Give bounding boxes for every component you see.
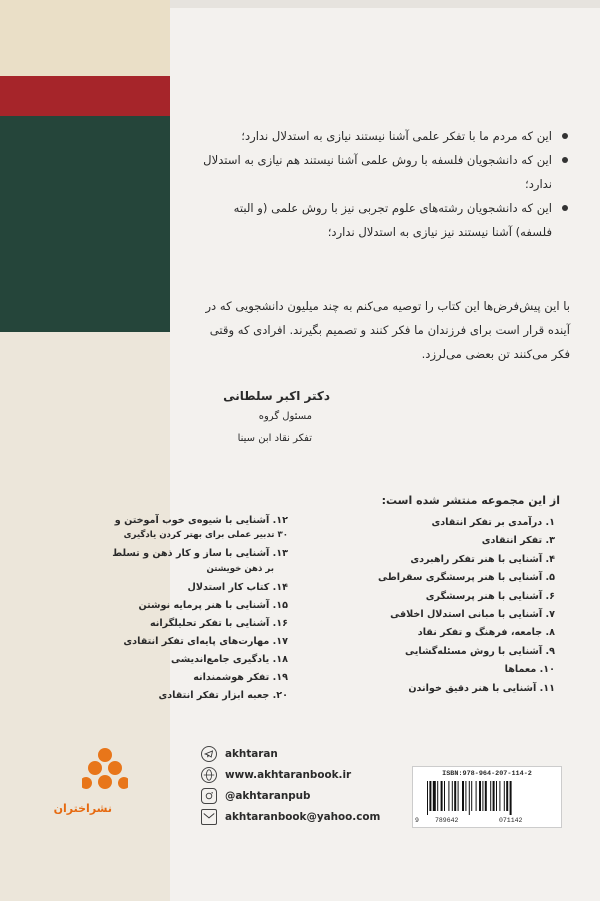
barcode-digits-left: 789642 [435,817,459,824]
telegram-icon [201,746,217,762]
series-item: ۷. آشنایی با مبانی استدلال اخلاقی [390,609,555,621]
cover-red-band [0,76,170,116]
series-item: ۱۸. یادگیری جامع‌اندیشی [171,654,288,666]
author-org: تفکر نقاد ابن سینا [237,433,312,444]
bullet-dot [562,157,568,163]
top-edge-strip [170,0,600,8]
series-item: ۱۹. تفکر هوشمندانه [193,672,288,684]
series-item: ۴. آشنایی با هنر تفکر راهبردی [410,553,555,565]
series-item: ۸. جامعه، فرهنگ و تفکر نقاد [417,627,555,639]
bullet-item: این که مردم ما با تفکر علمی آشنا نیستند نیازی به استدلال ندارد؛ [200,124,570,148]
bullet-dot [562,133,568,139]
publisher-logo-icon [82,746,128,798]
series-item: ۱۲. آشنایی با شیوه‌ی خوب آموختن و [114,515,288,526]
instagram-handle: @akhtaranpub [225,790,311,802]
barcode-digits-right: 071142 [499,817,523,824]
bullet-item: این که دانشجویان فلسفه با روش علمی آشنا نیستند هم نیازی به استدلال ندارد؛ [200,148,570,196]
cover-green-band [0,116,170,332]
bullet-dot [562,205,568,211]
isbn-text: ISBN:978-964-207-114-2 [442,770,532,778]
barcode-box [412,766,562,828]
body-paragraph: با این پیش‌فرض‌ها این کتاب را توصیه می‌کنم به چند میلیون دانشجویی که در آینده قرار است برای فرزندان ما فکر کنند و تصمیم بگیرند. افرادی که وقتی فکر می‌کنند تن بعضی می‌لرزد. [205,299,570,361]
author-role: مسئول گروه [258,411,312,422]
series-item: ۳. تفکر انتقادی [481,535,555,547]
series-item: ۱. درآمدی بر تفکر انتقادی [431,517,555,528]
series-item: ۱۴. کتاب کار استدلال [187,581,288,593]
series-list-title: از این مجموعه منتشر شده است: [381,494,560,507]
series-item: ۱۶. آشنایی با تفکر تحلیلگرانه [149,617,288,629]
series-item: ۵. آشنایی با هنر پرسشگری سقراطی [378,572,555,584]
series-item-continued: بر ذهن خویشتن [206,563,274,574]
cover-tan-band [0,0,170,76]
barcode-icon [425,781,549,815]
series-item: ۹. آشنایی با روش مسئله‌گشایی [405,645,555,657]
publisher-name: نشراختران [53,802,112,815]
series-list-column-1 [370,514,555,698]
email-address: akhtaranbook@yahoo.com [225,811,381,823]
globe-icon [201,767,217,783]
series-item: ۱۱. آشنایی با هنر دقیق خواندن [408,682,555,694]
series-item: ۲۰. جعبه ابزار تفکر انتقادی [158,690,288,702]
series-item-continued: ۳۰ تدبیر عملی برای بهتر کردن یادگیری [123,530,288,541]
series-item: ۶. آشنایی با هنر پرسشگری [425,590,555,602]
series-item: ۱۰. معماها [504,664,555,676]
series-item: ۱۵. آشنایی با هنر پرمایه نوشتن [138,599,288,611]
email-icon [201,809,217,825]
series-list-column-2 [108,513,288,706]
author-block [223,386,330,450]
bullet-item: این که دانشجویان رشته‌های علوم تجربی نیز با روش علمی (و البته فلسفه) آشنا نیستند نیز نیازی به استدلال ندارد؛ [200,196,570,244]
telegram-handle: akhtaran [225,748,278,760]
series-item: ۱۳. آشنایی با ساز و کار ذهن و تسلط [112,548,288,560]
series-item: ۱۷. مهارت‌های پایه‌ای تفکر انتقادی [123,636,288,648]
website-link: www.akhtaranbook.ir [225,769,352,781]
bullet-list [200,124,570,244]
barcode-digit-first: 9 [415,817,419,824]
instagram-icon [201,788,217,804]
author-name: دکتر اکبر سلطانی [223,389,330,403]
